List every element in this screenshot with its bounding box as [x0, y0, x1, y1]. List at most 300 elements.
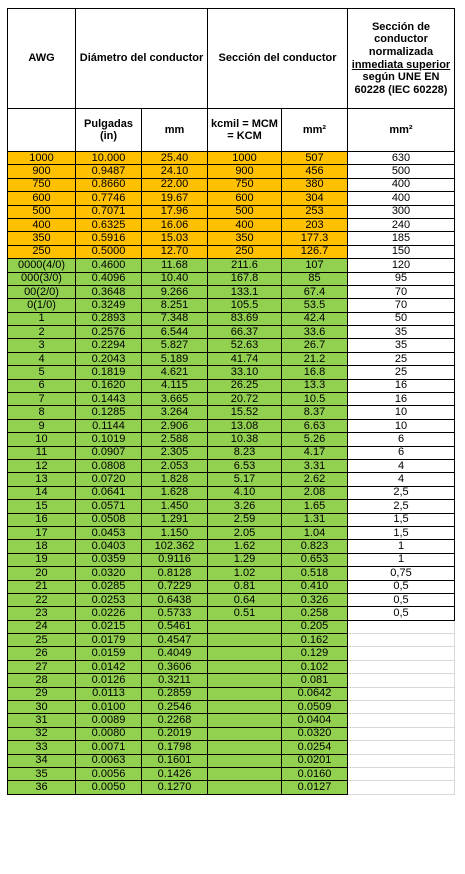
cell-kcmil: 400 [208, 218, 282, 231]
cell-awg: 350 [8, 232, 76, 245]
cell-mm: 1.150 [142, 526, 208, 539]
cell-kcmil [208, 634, 282, 647]
cell-pulgadas: 0.0320 [76, 567, 142, 580]
cell-pulgadas: 0.1443 [76, 393, 142, 406]
cell-mm2: 67.4 [282, 285, 348, 298]
cell-mm: 0.6438 [142, 593, 208, 606]
cell-mm2-normalizada: 0,5 [348, 580, 455, 593]
cell-mm2: 507 [282, 152, 348, 165]
cell-pulgadas: 0.0641 [76, 486, 142, 499]
cell-mm2: 304 [282, 192, 348, 205]
cell-awg: 16 [8, 513, 76, 526]
cell-mm2: 253 [282, 205, 348, 218]
cell-kcmil: 10.38 [208, 433, 282, 446]
cell-awg: 30 [8, 701, 76, 714]
cell-awg: 22 [8, 593, 76, 606]
cell-kcmil: 750 [208, 178, 282, 191]
cell-awg: 14 [8, 486, 76, 499]
cell-kcmil: 1.62 [208, 540, 282, 553]
table-row [8, 312, 455, 325]
table-row [8, 406, 455, 419]
cell-mm2: 10.5 [282, 393, 348, 406]
cell-mm2-normalizada [348, 767, 455, 780]
cell-awg: 32 [8, 727, 76, 740]
cell-pulgadas: 0.9487 [76, 165, 142, 178]
table-row [8, 178, 455, 191]
cell-mm2: 1.31 [282, 513, 348, 526]
table-row [8, 486, 455, 499]
cell-pulgadas: 0.0808 [76, 459, 142, 472]
cell-awg: 33 [8, 741, 76, 754]
cell-mm: 0.1798 [142, 741, 208, 754]
cell-kcmil: 133.1 [208, 285, 282, 298]
cell-pulgadas: 0.0285 [76, 580, 142, 593]
cell-pulgadas: 0.0720 [76, 473, 142, 486]
table-row [8, 727, 455, 740]
cell-pulgadas: 0.0142 [76, 660, 142, 673]
table-row [8, 339, 455, 352]
cell-mm2-normalizada: 240 [348, 218, 455, 231]
cell-kcmil: 8.23 [208, 446, 282, 459]
cell-mm2: 380 [282, 178, 348, 191]
cell-awg: 25 [8, 634, 76, 647]
table-row [8, 433, 455, 446]
cell-awg: 1 [8, 312, 76, 325]
cell-mm2: 5.26 [282, 433, 348, 446]
table-body [8, 152, 455, 795]
cell-pulgadas: 0.4600 [76, 259, 142, 272]
header-row-top [8, 9, 455, 109]
cell-mm2-normalizada: 120 [348, 259, 455, 272]
cell-mm2-normalizada: 25 [348, 366, 455, 379]
cell-kcmil [208, 660, 282, 673]
cell-kcmil: 0.51 [208, 607, 282, 620]
cell-kcmil [208, 781, 282, 794]
table-row [8, 379, 455, 392]
cell-pulgadas: 0.0071 [76, 741, 142, 754]
cell-mm2-normalizada: 400 [348, 192, 455, 205]
cell-awg: 27 [8, 660, 76, 673]
cell-pulgadas: 0.0571 [76, 500, 142, 513]
cell-kcmil [208, 647, 282, 660]
cell-mm2: 0.102 [282, 660, 348, 673]
cell-mm2: 26.7 [282, 339, 348, 352]
cell-mm2: 0.0404 [282, 714, 348, 727]
cell-pulgadas: 0.0113 [76, 687, 142, 700]
cell-awg: 31 [8, 714, 76, 727]
cell-mm2-normalizada [348, 701, 455, 714]
cell-pulgadas: 0.5000 [76, 245, 142, 258]
cell-mm2: 203 [282, 218, 348, 231]
cell-mm2-normalizada [348, 741, 455, 754]
cell-awg: 0000(4/0) [8, 259, 76, 272]
cell-mm2-normalizada: 95 [348, 272, 455, 285]
cell-kcmil [208, 714, 282, 727]
cell-awg: 20 [8, 567, 76, 580]
cell-mm2-normalizada: 150 [348, 245, 455, 258]
cell-mm2-normalizada: 0,5 [348, 593, 455, 606]
cell-mm: 1.828 [142, 473, 208, 486]
header-seccion: Sección del conductor [208, 9, 348, 109]
table-row [8, 540, 455, 553]
cell-kcmil [208, 701, 282, 714]
table-row [8, 553, 455, 566]
cell-kcmil: 13.08 [208, 419, 282, 432]
cell-kcmil [208, 674, 282, 687]
cell-pulgadas: 0.2043 [76, 352, 142, 365]
cell-pulgadas: 0.1819 [76, 366, 142, 379]
table-row [8, 245, 455, 258]
cell-awg: 19 [8, 553, 76, 566]
cell-pulgadas: 0.4096 [76, 272, 142, 285]
cell-kcmil: 350 [208, 232, 282, 245]
cell-mm2: 126.7 [282, 245, 348, 258]
cell-kcmil: 83.69 [208, 312, 282, 325]
cell-mm2-normalizada: 16 [348, 379, 455, 392]
cell-awg: 400 [8, 218, 76, 231]
cell-pulgadas: 0.0063 [76, 754, 142, 767]
header-mm2: mm² [282, 109, 348, 152]
cell-pulgadas: 0.0907 [76, 446, 142, 459]
cell-pulgadas: 0.0403 [76, 540, 142, 553]
cell-mm2-normalizada: 1 [348, 540, 455, 553]
table-row [8, 272, 455, 285]
table-row [8, 419, 455, 432]
cell-mm: 0.2019 [142, 727, 208, 740]
table-row [8, 232, 455, 245]
table-row [8, 500, 455, 513]
cell-pulgadas: 0.1620 [76, 379, 142, 392]
cell-awg: 500 [8, 205, 76, 218]
cell-awg: 250 [8, 245, 76, 258]
cell-mm: 0.5733 [142, 607, 208, 620]
cell-awg: 7 [8, 393, 76, 406]
cell-mm2: 0.0320 [282, 727, 348, 740]
table-row [8, 567, 455, 580]
cell-kcmil: 2.05 [208, 526, 282, 539]
cell-awg: 600 [8, 192, 76, 205]
cell-pulgadas: 0.5916 [76, 232, 142, 245]
cell-mm: 4.621 [142, 366, 208, 379]
cell-mm: 0.8128 [142, 567, 208, 580]
cell-mm: 1.628 [142, 486, 208, 499]
cell-mm: 16.06 [142, 218, 208, 231]
cell-mm: 8.251 [142, 299, 208, 312]
cell-kcmil: 0.64 [208, 593, 282, 606]
table-row [8, 366, 455, 379]
table-row [8, 285, 455, 298]
cell-mm: 2.588 [142, 433, 208, 446]
cell-mm2-normalizada [348, 754, 455, 767]
cell-mm: 0.5461 [142, 620, 208, 633]
cell-mm2-normalizada: 10 [348, 419, 455, 432]
cell-awg: 23 [8, 607, 76, 620]
table-row [8, 526, 455, 539]
cell-pulgadas: 0.0359 [76, 553, 142, 566]
cell-mm2: 0.823 [282, 540, 348, 553]
cell-mm2-normalizada [348, 687, 455, 700]
cell-mm2: 0.205 [282, 620, 348, 633]
cell-mm2-normalizada: 6 [348, 446, 455, 459]
cell-mm2-normalizada [348, 714, 455, 727]
header-awg-blank [8, 109, 76, 152]
cell-pulgadas: 0.0508 [76, 513, 142, 526]
table-row [8, 580, 455, 593]
cell-kcmil: 26.25 [208, 379, 282, 392]
cell-pulgadas: 0.1144 [76, 419, 142, 432]
cell-mm2: 0.162 [282, 634, 348, 647]
header-normalizada-pre: Sección de conductor normalizada [368, 20, 434, 58]
cell-pulgadas: 0.0159 [76, 647, 142, 660]
cell-mm2: 8.37 [282, 406, 348, 419]
cell-mm: 0.7229 [142, 580, 208, 593]
cell-pulgadas: 0.0056 [76, 767, 142, 780]
cell-pulgadas: 0.3648 [76, 285, 142, 298]
cell-mm2: 1.04 [282, 526, 348, 539]
cell-mm: 11.68 [142, 259, 208, 272]
header-awg: AWG [8, 9, 76, 109]
cell-mm: 0.3606 [142, 660, 208, 673]
table-row [8, 754, 455, 767]
cell-awg: 35 [8, 767, 76, 780]
cell-awg: 15 [8, 500, 76, 513]
cell-pulgadas: 10.000 [76, 152, 142, 165]
cell-awg: 34 [8, 754, 76, 767]
cell-mm: 10.40 [142, 272, 208, 285]
table-row [8, 352, 455, 365]
cell-pulgadas: 0.2576 [76, 326, 142, 339]
table-row [8, 165, 455, 178]
cell-mm2-normalizada: 6 [348, 433, 455, 446]
table-row [8, 459, 455, 472]
cell-pulgadas: 0.0179 [76, 634, 142, 647]
cell-awg: 5 [8, 366, 76, 379]
cell-mm2: 16.8 [282, 366, 348, 379]
cell-mm2: 0.0642 [282, 687, 348, 700]
cell-mm: 0.1270 [142, 781, 208, 794]
cell-mm: 7.348 [142, 312, 208, 325]
cell-mm2-normalizada [348, 647, 455, 660]
table-row [8, 205, 455, 218]
cell-mm2: 0.0254 [282, 741, 348, 754]
cell-mm2-normalizada: 16 [348, 393, 455, 406]
cell-kcmil: 66.37 [208, 326, 282, 339]
cell-kcmil: 4.10 [208, 486, 282, 499]
cell-kcmil: 2.59 [208, 513, 282, 526]
cell-awg: 000(3/0) [8, 272, 76, 285]
table-row [8, 701, 455, 714]
table-row [8, 620, 455, 633]
table-row [8, 687, 455, 700]
header-diametro: Diámetro del conductor [76, 9, 208, 109]
cell-awg: 1000 [8, 152, 76, 165]
cell-mm2: 2.08 [282, 486, 348, 499]
header-mm: mm [142, 109, 208, 152]
cell-mm: 22.00 [142, 178, 208, 191]
cell-pulgadas: 0.3249 [76, 299, 142, 312]
cell-pulgadas: 0.7071 [76, 205, 142, 218]
cell-pulgadas: 0.0080 [76, 727, 142, 740]
cell-mm2: 53.5 [282, 299, 348, 312]
cell-mm2-normalizada: 0,75 [348, 567, 455, 580]
cell-mm: 24.10 [142, 165, 208, 178]
cell-mm2-normalizada: 630 [348, 152, 455, 165]
cell-mm: 6.544 [142, 326, 208, 339]
cell-mm: 1.450 [142, 500, 208, 513]
table-row [8, 714, 455, 727]
cell-mm2: 0.326 [282, 593, 348, 606]
table-row [8, 473, 455, 486]
table-row [8, 192, 455, 205]
cell-mm2: 1.65 [282, 500, 348, 513]
cell-awg: 750 [8, 178, 76, 191]
cell-awg: 17 [8, 526, 76, 539]
cell-mm2: 0.0127 [282, 781, 348, 794]
cell-mm2-normalizada: 4 [348, 473, 455, 486]
cell-mm2: 0.081 [282, 674, 348, 687]
cell-awg: 2 [8, 326, 76, 339]
cell-mm: 0.3211 [142, 674, 208, 687]
cell-mm2-normalizada [348, 620, 455, 633]
cell-mm2: 0.258 [282, 607, 348, 620]
header-normalizada-post: según UNE EN 60228 (IEC 60228) [354, 71, 448, 96]
cell-mm: 0.9116 [142, 553, 208, 566]
cell-mm: 4.115 [142, 379, 208, 392]
cell-awg: 13 [8, 473, 76, 486]
cell-pulgadas: 0.0253 [76, 593, 142, 606]
cell-awg: 9 [8, 419, 76, 432]
cell-awg: 10 [8, 433, 76, 446]
table-row [8, 259, 455, 272]
cell-mm2-normalizada: 1 [348, 553, 455, 566]
cell-mm: 2.906 [142, 419, 208, 432]
cell-mm2: 4.17 [282, 446, 348, 459]
cell-kcmil [208, 741, 282, 754]
table-row [8, 446, 455, 459]
header-pulgadas: Pulgadas (in) [76, 109, 142, 152]
cell-mm2-normalizada: 400 [348, 178, 455, 191]
cell-mm: 19.67 [142, 192, 208, 205]
cell-mm2: 0.410 [282, 580, 348, 593]
cell-mm: 0.1601 [142, 754, 208, 767]
cell-pulgadas: 0.1019 [76, 433, 142, 446]
awg-table [7, 8, 455, 795]
cell-kcmil: 600 [208, 192, 282, 205]
cell-pulgadas: 0.2893 [76, 312, 142, 325]
cell-mm2: 0.0201 [282, 754, 348, 767]
cell-kcmil: 41.74 [208, 352, 282, 365]
cell-mm2-normalizada [348, 781, 455, 794]
cell-mm2: 2.62 [282, 473, 348, 486]
cell-mm2-normalizada: 1,5 [348, 526, 455, 539]
cell-kcmil [208, 767, 282, 780]
cell-mm: 0.2859 [142, 687, 208, 700]
cell-pulgadas: 0.0050 [76, 781, 142, 794]
cell-kcmil: 1.29 [208, 553, 282, 566]
cell-mm: 0.2546 [142, 701, 208, 714]
cell-awg: 900 [8, 165, 76, 178]
cell-kcmil: 0.81 [208, 580, 282, 593]
cell-awg: 0(1/0) [8, 299, 76, 312]
cell-mm2-normalizada: 1,5 [348, 513, 455, 526]
cell-mm2-normalizada: 70 [348, 299, 455, 312]
cell-mm2-normalizada: 185 [348, 232, 455, 245]
cell-mm: 2.053 [142, 459, 208, 472]
table-row [8, 593, 455, 606]
cell-mm2: 13.3 [282, 379, 348, 392]
cell-mm2: 0.653 [282, 553, 348, 566]
header-normalizada-underlined: inmediata superior [351, 58, 451, 71]
table-row [8, 218, 455, 231]
cell-mm2-normalizada [348, 660, 455, 673]
cell-kcmil [208, 754, 282, 767]
cell-mm: 2.305 [142, 446, 208, 459]
cell-mm: 0.2268 [142, 714, 208, 727]
cell-awg: 4 [8, 352, 76, 365]
cell-mm2-normalizada: 2,5 [348, 486, 455, 499]
cell-mm2: 21.2 [282, 352, 348, 365]
cell-pulgadas: 0.0453 [76, 526, 142, 539]
cell-mm2-normalizada: 4 [348, 459, 455, 472]
cell-mm2: 0.129 [282, 647, 348, 660]
cell-mm: 5.827 [142, 339, 208, 352]
cell-awg: 11 [8, 446, 76, 459]
cell-pulgadas: 0.0226 [76, 607, 142, 620]
cell-kcmil: 1.02 [208, 567, 282, 580]
cell-mm: 0.1426 [142, 767, 208, 780]
cell-mm2: 177.3 [282, 232, 348, 245]
cell-mm2-normalizada: 2,5 [348, 500, 455, 513]
awg-conversion-sheet [7, 8, 455, 795]
cell-kcmil: 105.5 [208, 299, 282, 312]
cell-awg: 12 [8, 459, 76, 472]
cell-awg: 3 [8, 339, 76, 352]
cell-kcmil: 3.26 [208, 500, 282, 513]
cell-kcmil: 5.17 [208, 473, 282, 486]
cell-mm: 17.96 [142, 205, 208, 218]
cell-mm2-normalizada: 35 [348, 339, 455, 352]
cell-mm: 12.70 [142, 245, 208, 258]
cell-mm2-normalizada: 0,5 [348, 607, 455, 620]
cell-mm: 0.4049 [142, 647, 208, 660]
cell-kcmil: 167.8 [208, 272, 282, 285]
cell-kcmil: 900 [208, 165, 282, 178]
cell-kcmil: 6.53 [208, 459, 282, 472]
cell-mm2: 6.63 [282, 419, 348, 432]
table-row [8, 393, 455, 406]
header-kcmil: kcmil = MCM = KCM [208, 109, 282, 152]
cell-mm2: 3.31 [282, 459, 348, 472]
table-row [8, 152, 455, 165]
cell-awg: 6 [8, 379, 76, 392]
table-row [8, 767, 455, 780]
table-row [8, 299, 455, 312]
cell-mm2-normalizada [348, 727, 455, 740]
cell-mm2-normalizada: 500 [348, 165, 455, 178]
table-row [8, 607, 455, 620]
cell-mm: 0.4547 [142, 634, 208, 647]
cell-pulgadas: 0.2294 [76, 339, 142, 352]
cell-mm: 3.665 [142, 393, 208, 406]
cell-mm2: 33.6 [282, 326, 348, 339]
cell-mm2: 42.4 [282, 312, 348, 325]
cell-pulgadas: 0.0089 [76, 714, 142, 727]
table-row [8, 660, 455, 673]
cell-mm: 102.362 [142, 540, 208, 553]
cell-mm2: 107 [282, 259, 348, 272]
cell-kcmil: 52.63 [208, 339, 282, 352]
cell-pulgadas: 0.7746 [76, 192, 142, 205]
